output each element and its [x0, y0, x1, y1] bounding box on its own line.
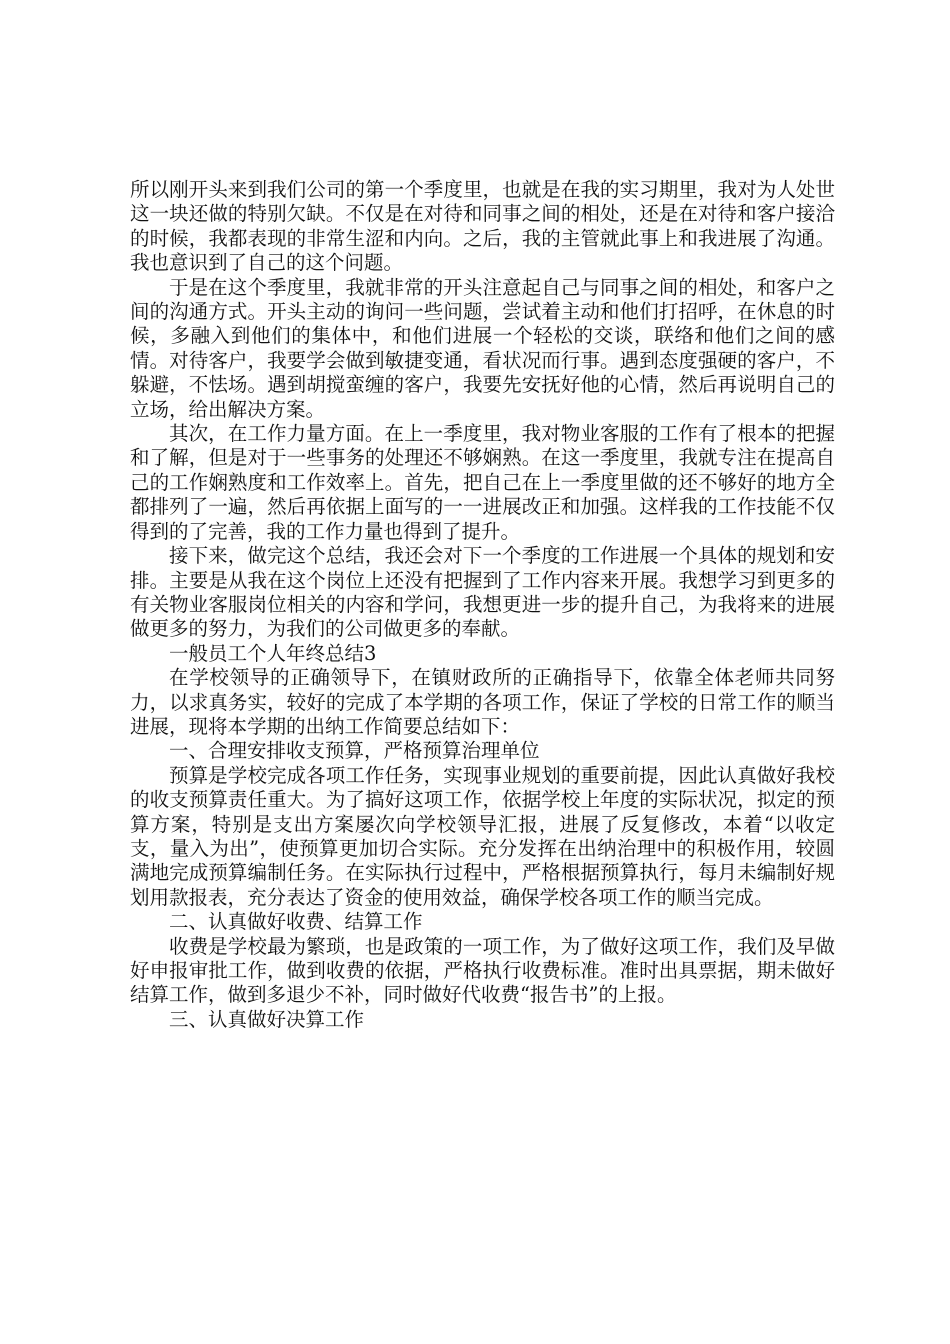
paragraph-budget: 预算是学校完成各项工作任务，实现事业规划的重要前提，因此认真做好我校的收支预算责任重大。为了搞好这项工作，依据学校上年度的实际状况，拟定的预算方案，特别是支出方案屡次向学校领导汇报，进展了反复修改，本着“以收定支，量入为出”，使预算更加切合实际。充分发挥在出纳治理中的积极作用，较圆满地完成预算编制任务。在实际执行过程中，严格根据预算执行，每月未编制好规划用款报表，充分表达了资金的使用效益，确保学校各项工作的顺当完成。 — [130, 763, 835, 909]
paragraph-next-plan: 接下来，做完这个总结，我还会对下一个季度的工作进展一个具体的规划和安排。主要是从我在这个岗位上还没有把握到了工作内容来开展。我想学习到更多的有关物业客服岗位相关的内容和学问，我想更进一步的提升自己，为我将来的进展做更多的努力，为我们的公司做更多的奉献。 — [130, 544, 835, 641]
paragraph-fees: 收费是学校最为繁琐，也是政策的一项工作，为了做好这项工作，我们及早做好申报审批工作，做到收费的依据，严格执行收费标准。准时出具票据，期未做好结算工作，做到多退少不补，同时做好代收费“报告书”的上报。 — [130, 934, 835, 1007]
paragraph-communication-improvement: 于是在这个季度里，我就非常的开头注意起自己与同事之间的相处，和客户之间的沟通方式。开头主动的询问一些问题，尝试着主动和他们打招呼，在休息的时候，多融入到他们的集体中，和他们进展一个轻松的交谈，联络和他们之间的感情。对待客户，我要学会做到敏捷变通，看状况而行事。遇到态度强硬的客户，不躲避，不怯场。遇到胡搅蛮缠的客户，我要先安抚好他的心情，然后再说明自己的立场，给出解决方案。 — [130, 275, 835, 421]
section-title-summary-3: 一般员工个人年终总结3 — [169, 641, 377, 665]
section-heading-fees: 二、认真做好收费、结算工作 — [169, 910, 423, 934]
document-page — [130, 178, 835, 1032]
section-heading-budget: 一、合理安排收支预算，严格预算治理单位 — [169, 739, 540, 763]
paragraph-interpersonal-shortcoming: 所以刚开头来到我们公司的第一个季度里，也就是在我的实习期里，我对为人处世这一块还做的特别欠缺。不仅是在对待和同事之间的相处，还是在对待和客户接洽的时候，我都表现的非常生涩和内向。之后，我的主管就此事上和我进展了沟通。我也意识到了自己的这个问题。 — [130, 178, 835, 275]
paragraph-school-intro: 在学校领导的正确领导下，在镇财政所的正确指导下，依靠全体老师共同努力，以求真务实，较好的完成了本学期的各项工作，保证了学校的日常工作的顺当进展，现将本学期的出纳工作简要总结如下： — [130, 666, 835, 738]
paragraph-work-ability: 其次，在工作力量方面。在上一季度里，我对物业客服的工作有了根本的把握和了解，但是对于一些事务的处理还不够娴熟。在这一季度里，我就专注在提高自己的工作娴熟度和工作效率上。首先，把自己在上一季度里做的还不够好的地方全都排列了一遍，然后再依据上面写的一一进展改正和加强。这样我的工作技能不仅得到的了完善，我的工作力量也得到了提升。 — [130, 422, 835, 543]
section-heading-final-accounts: 三、认真做好决算工作 — [169, 1007, 365, 1031]
